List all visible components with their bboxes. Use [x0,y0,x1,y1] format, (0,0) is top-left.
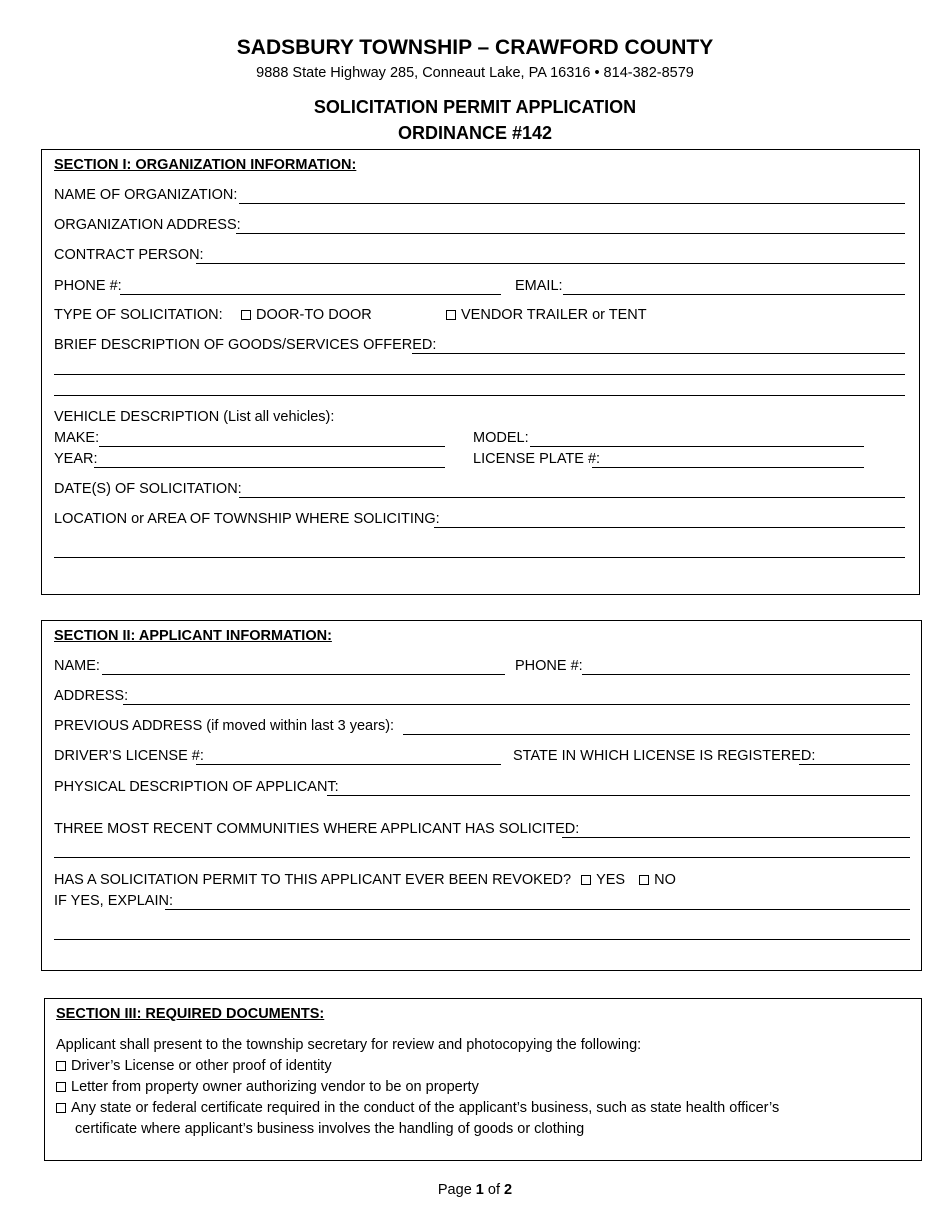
applicant-address-field[interactable] [123,704,910,705]
model-field[interactable] [530,446,864,447]
physical-description-field[interactable] [327,795,910,796]
prev-address-field[interactable] [403,734,910,735]
explain-field-line-2[interactable] [54,939,910,940]
document-item-1 [56,1058,332,1074]
org-phone-label: PHONE #: [54,278,122,294]
document-item-2 [56,1079,479,1095]
license-state-field[interactable] [799,764,910,765]
section-2-title: SECTION II: APPLICANT INFORMATION: [54,628,332,644]
license-field[interactable] [196,764,501,765]
document-item-1-checkbox[interactable] [56,1061,66,1071]
applicant-phone-label: PHONE #: [515,658,583,674]
page-total: 2 [504,1182,513,1198]
township-address: 9888 State Highway 285, Conneaut Lake, PA 16316 • 814-382-8579 [256,65,694,81]
goods-field-line-3[interactable] [54,395,905,396]
revoked-no-checkbox[interactable] [639,875,649,885]
township-title: SADSBURY TOWNSHIP – CRAWFORD COUNTY [236,36,714,59]
location-field-line-2[interactable] [54,557,905,558]
document-item-3-continued: certificate where applicant’s business involves the handling of goods or clothing [75,1121,585,1137]
revoked-label: HAS A SOLICITATION PERMIT TO THIS APPLICANT EVER BEEN REVOKED? [54,872,572,888]
org-email-label: EMAIL: [515,278,563,294]
communities-label: THREE MOST RECENT COMMUNITIES WHERE APPLICANT HAS SOLICITED: [54,821,580,837]
page-number [0,1182,950,1198]
section-1-title: SECTION I: ORGANIZATION INFORMATION: [54,157,357,173]
org-name-label: NAME OF ORGANIZATION: [54,187,238,203]
location-label: LOCATION or AREA OF TOWNSHIP WHERE SOLICITING: [54,511,440,527]
section-1-box [41,149,920,595]
revoked-question [54,872,676,888]
revoked-no-option[interactable] [639,872,676,888]
document-item-2-text: Letter from property owner authorizing vendor to be on property [71,1079,479,1095]
solicitation-type-label: TYPE OF SOLICITATION: [54,307,223,323]
door-to-door-option[interactable] [241,307,372,323]
org-name-field[interactable] [239,203,905,204]
document-item-1-text: Driver’s License or other proof of identity [71,1058,332,1074]
document-item-3-text: Any state or federal certificate required in the conduct of the applicant’s business, such as state health officer’s [71,1100,780,1116]
vendor-trailer-checkbox[interactable] [446,310,456,320]
explain-label: IF YES, EXPLAIN: [54,893,174,909]
communities-field-line-2[interactable] [54,857,910,858]
revoked-yes-label: YES [596,872,626,888]
revoked-yes-option[interactable] [581,872,625,888]
page-current: 1 [475,1182,484,1198]
vendor-trailer-option[interactable] [446,307,647,323]
document-item-3-checkbox[interactable] [56,1103,66,1113]
org-email-field[interactable] [563,294,905,295]
org-phone-field[interactable] [120,294,501,295]
explain-field[interactable] [165,909,910,910]
dates-label: DATE(S) OF SOLICITATION: [54,481,242,497]
page-of: of [487,1182,500,1198]
door-to-door-label: DOOR-TO DOOR [256,307,372,323]
plate-field[interactable] [592,467,864,468]
contact-field[interactable] [196,263,905,264]
ordinance-number: ORDINANCE #142 [397,123,553,143]
applicant-phone-field[interactable] [582,674,910,675]
org-address-field[interactable] [236,233,905,234]
make-label: MAKE: [54,430,100,446]
communities-field[interactable] [562,837,910,838]
contact-label: CONTRACT PERSON: [54,247,204,263]
section-3-title: SECTION III: REQUIRED DOCUMENTS: [56,1006,325,1022]
revoked-no-label: NO [654,872,676,888]
documents-intro: Applicant shall present to the township secretary for review and photocopying the following: [56,1037,642,1053]
applicant-name-label: NAME: [54,658,100,674]
plate-label: LICENSE PLATE #: [473,451,601,467]
dates-field[interactable] [239,497,905,498]
goods-label: BRIEF DESCRIPTION OF GOODS/SERVICES OFFERED: [54,337,437,353]
vendor-trailer-label: VENDOR TRAILER or TENT [461,307,647,323]
org-address-label: ORGANIZATION ADDRESS: [54,217,241,233]
model-label: MODEL: [473,430,529,446]
license-state-label: STATE IN WHICH LICENSE IS REGISTERED: [513,748,816,764]
license-label: DRIVER’S LICENSE #: [54,748,204,764]
document-item-3 [56,1100,779,1116]
vehicle-label: VEHICLE DESCRIPTION (List all vehicles): [54,409,335,425]
make-field[interactable] [99,446,445,447]
location-field[interactable] [434,527,905,528]
page-prefix: Page [437,1182,472,1198]
applicant-address-label: ADDRESS: [54,688,129,704]
goods-field-line-2[interactable] [54,374,905,375]
document-item-2-checkbox[interactable] [56,1082,66,1092]
revoked-yes-checkbox[interactable] [581,875,591,885]
applicant-name-field[interactable] [102,674,505,675]
goods-field[interactable] [412,353,905,354]
door-to-door-checkbox[interactable] [241,310,251,320]
form-title: SOLICITATION PERMIT APPLICATION [313,97,637,117]
year-field[interactable] [94,467,445,468]
physical-description-label: PHYSICAL DESCRIPTION OF APPLICANT: [54,779,339,795]
prev-address-label: PREVIOUS ADDRESS (if moved within last 3 years): [54,718,395,734]
year-label: YEAR: [54,451,98,467]
